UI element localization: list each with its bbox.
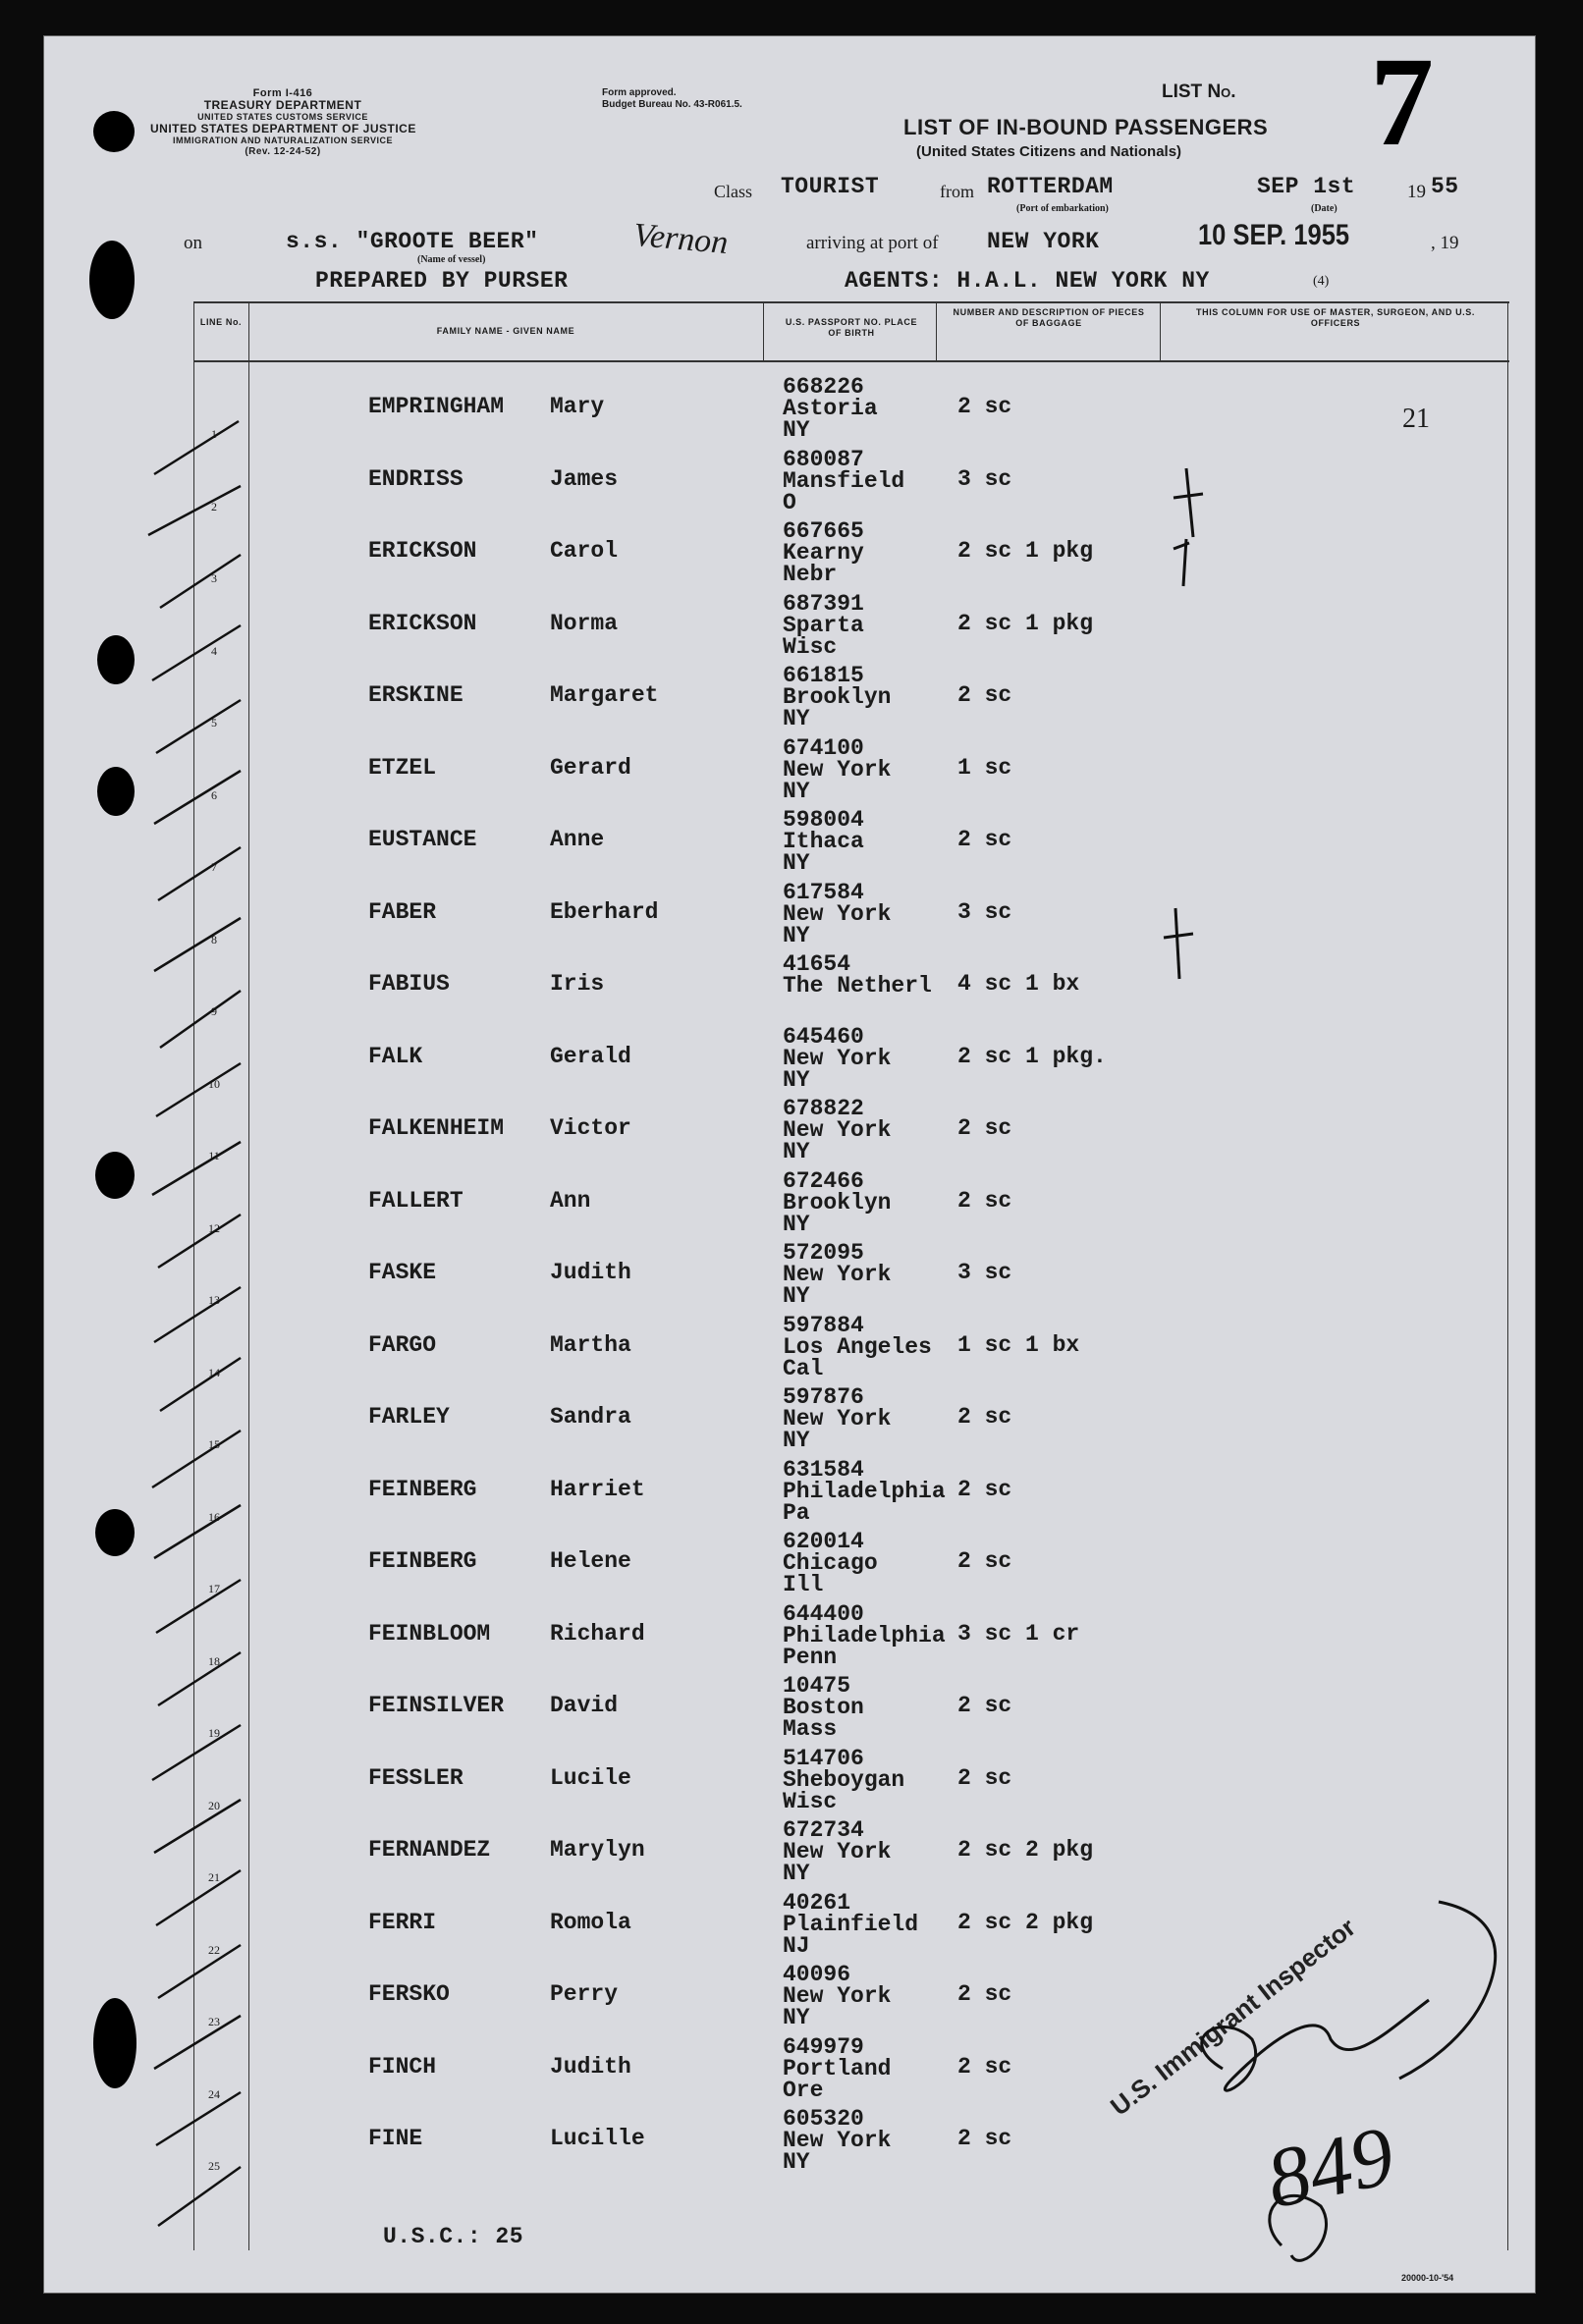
birthplace-line2: NJ xyxy=(783,1932,810,1959)
family-name: ENDRISS xyxy=(368,465,464,492)
birthplace-line2: NY xyxy=(783,1066,810,1093)
baggage: 2 sc xyxy=(957,827,1012,852)
birthplace-line2: NY xyxy=(783,922,810,948)
passport-number: 678822 xyxy=(783,1096,864,1121)
baggage: 2 sc 1 pkg. xyxy=(957,1043,1107,1069)
line-number: 1 xyxy=(211,427,217,441)
birthplace: New York xyxy=(783,1045,892,1071)
given-name: Lucile xyxy=(550,1764,631,1791)
passport-number: 40261 xyxy=(783,1889,851,1916)
birthplace: Portland xyxy=(783,2055,892,2081)
baggage: 2 sc xyxy=(957,2053,1012,2080)
baggage: 3 sc xyxy=(957,898,1012,925)
col-line-header: LINE No. xyxy=(199,317,243,327)
baggage: 2 sc 1 pkg xyxy=(957,610,1094,636)
passport-number: 649979 xyxy=(783,2033,864,2060)
col-name-header: FAMILY NAME - GIVEN NAME xyxy=(436,326,575,336)
passport-number: 672734 xyxy=(783,1817,864,1843)
baggage: 2 sc xyxy=(957,1693,1012,1718)
birthplace-line2: NY xyxy=(783,1861,810,1886)
vessel-name: s.s. "GROOTE BEER" xyxy=(286,229,539,254)
document-subtitle: (United States Citizens and Nationals) xyxy=(916,143,1182,160)
birthplace-line2: Wisc xyxy=(783,633,838,660)
passport-number: 687391 xyxy=(783,590,864,617)
birthplace-line2: Penn xyxy=(783,1644,838,1670)
baggage: 3 sc xyxy=(957,465,1012,492)
on-label: on xyxy=(184,233,202,253)
passport-number: 597884 xyxy=(783,1312,864,1338)
given-name: Perry xyxy=(550,1981,619,2007)
line-number: 14 xyxy=(208,1365,220,1379)
line-number: 15 xyxy=(208,1437,220,1451)
line-number: 3 xyxy=(211,571,217,585)
passport-number: 597876 xyxy=(783,1384,864,1410)
given-name: Harriet xyxy=(550,1476,645,1502)
birthplace: Brooklyn xyxy=(783,684,892,710)
arrival-year: , 19 xyxy=(1431,233,1459,253)
arrival-date-stamp: 10 SEP. 1955 xyxy=(1198,219,1350,251)
binder-hole xyxy=(97,767,135,816)
passport-number: 514706 xyxy=(783,1745,864,1771)
birthplace: Boston xyxy=(783,1695,864,1720)
passport-number: 672466 xyxy=(783,1167,864,1194)
birthplace: New York xyxy=(783,1262,892,1287)
birthplace: Plainfield xyxy=(783,1911,919,1937)
passport-number: 680087 xyxy=(783,446,864,472)
birthplace: New York xyxy=(783,900,892,927)
inspector-signature-scrawl xyxy=(1202,1902,1496,2260)
given-name: Helene xyxy=(550,1548,631,1574)
prepared-by: PREPARED BY PURSER xyxy=(315,268,569,294)
birthplace: New York xyxy=(783,756,892,783)
budget-label: Budget Bureau No. 43-R061.5. xyxy=(602,99,742,110)
given-name: Martha xyxy=(550,1331,631,1358)
binder-hole xyxy=(93,1998,136,2088)
line-number: 8 xyxy=(211,932,217,946)
binder-hole xyxy=(95,1509,135,1556)
birthplace: Ithaca xyxy=(783,829,864,854)
baggage: 2 sc 1 pkg xyxy=(957,538,1094,564)
given-name: Gerald xyxy=(550,1043,631,1069)
revision-label: (Rev. 12-24-52) xyxy=(245,146,321,157)
given-name: Victor xyxy=(550,1115,631,1141)
birthplace: Astoria xyxy=(783,396,878,421)
from-label: from xyxy=(940,182,974,201)
passport-number: 645460 xyxy=(783,1023,864,1050)
line-number: 22 xyxy=(208,1942,220,1957)
family-name: FERSKO xyxy=(368,1981,450,2007)
family-name: FALK xyxy=(368,1043,423,1069)
family-name: FESSLER xyxy=(368,1764,464,1791)
baggage: 3 sc xyxy=(957,1260,1012,1285)
baggage: 4 sc 1 bx xyxy=(957,971,1080,997)
baggage: 2 sc xyxy=(957,394,1012,419)
birthplace: Mansfield xyxy=(783,467,905,494)
given-name: Anne xyxy=(550,827,605,852)
line-number: 6 xyxy=(211,787,217,802)
given-name: David xyxy=(550,1693,619,1718)
family-name: FASKE xyxy=(368,1260,437,1285)
col-officers-header: THIS COLUMN FOR USE OF MASTER, SURGEON, AND U.S. OFFICERS xyxy=(1196,307,1475,328)
given-name: Iris xyxy=(550,971,605,997)
vessel-caption: (Name of vessel) xyxy=(417,254,486,265)
port-caption: (Port of embarkation) xyxy=(1016,203,1109,214)
baggage: 1 sc 1 bx xyxy=(957,1331,1080,1358)
baggage: 2 sc xyxy=(957,1404,1012,1430)
baggage: 2 sc xyxy=(957,1476,1012,1502)
given-name: Richard xyxy=(550,1620,645,1647)
agents: AGENTS: H.A.L. NEW YORK NY xyxy=(845,268,1210,294)
inspector-stamp-number: 849 xyxy=(1258,2107,1402,2227)
given-name: Eberhard xyxy=(550,898,659,925)
birthplace-line2: NY xyxy=(783,1139,810,1164)
baggage: 2 sc xyxy=(957,1187,1012,1214)
line-number: 7 xyxy=(211,860,217,874)
passport-number: 620014 xyxy=(783,1529,864,1554)
birthplace-line2: NY xyxy=(783,2149,810,2175)
given-name: Margaret xyxy=(550,682,659,708)
line-number: 18 xyxy=(208,1653,220,1668)
approved-label: Form approved. xyxy=(602,87,677,98)
baggage: 2 sc xyxy=(957,682,1012,708)
passenger-count-note: 21 xyxy=(1402,404,1430,434)
birthplace-line2: NY xyxy=(783,2005,810,2030)
given-name: Judith xyxy=(550,1260,631,1285)
passport-number: 40096 xyxy=(783,1962,851,1987)
family-name: FALLERT xyxy=(368,1187,464,1214)
given-name: James xyxy=(550,465,619,492)
year-prefix: 19 xyxy=(1407,182,1426,202)
birthplace: New York xyxy=(783,1983,892,2009)
line-number: 17 xyxy=(208,1582,220,1595)
birthplace-line2: NY xyxy=(783,417,810,443)
class-label: Class xyxy=(714,182,753,201)
line-number: 24 xyxy=(208,2086,220,2101)
line-number: 23 xyxy=(208,2015,220,2028)
birthplace: The Netherl xyxy=(783,973,932,999)
birthplace-line2: Wisc xyxy=(783,1788,838,1814)
family-name: FABIUS xyxy=(368,971,450,997)
binder-hole xyxy=(89,241,135,319)
passport-number: 644400 xyxy=(783,1600,864,1627)
baggage: 2 sc xyxy=(957,1548,1012,1574)
col-baggage-header: NUMBER AND DESCRIPTION OF PIECES OF BAGGAGE xyxy=(953,307,1145,328)
baggage: 2 sc xyxy=(957,1764,1012,1791)
passport-number: 41654 xyxy=(783,951,851,977)
family-name: FEINBERG xyxy=(368,1548,477,1574)
date-caption: (Date) xyxy=(1311,203,1337,214)
birthplace-line2: Ore xyxy=(783,2077,824,2103)
line-number: 13 xyxy=(208,1293,220,1307)
passport-number: 617584 xyxy=(783,879,864,905)
birthplace-line2: NY xyxy=(783,778,810,804)
birthplace-line2: Pa xyxy=(783,1499,810,1526)
baggage: 3 sc 1 cr xyxy=(957,1620,1080,1647)
baggage: 2 sc xyxy=(957,1981,1012,2007)
birthplace-line2: O xyxy=(783,489,796,515)
birthplace-line2: Cal xyxy=(783,1355,824,1381)
family-name: FINCH xyxy=(368,2053,437,2080)
birthplace-line2: NY xyxy=(783,1428,810,1453)
baggage: 2 sc xyxy=(957,1115,1012,1141)
family-name: ERSKINE xyxy=(368,682,464,708)
check-marks xyxy=(44,36,1535,2293)
date-value: SEP 1st xyxy=(1257,174,1356,199)
line-number: 2 xyxy=(211,499,217,513)
birthplace: Sheboygan xyxy=(783,1766,905,1793)
line-number: 4 xyxy=(211,643,217,658)
given-name: Judith xyxy=(550,2053,631,2080)
given-name: Marylyn xyxy=(550,1837,645,1863)
arrival-port: NEW YORK xyxy=(987,229,1100,254)
col-passport-header: U.S. PASSPORT NO. PLACE OF BIRTH xyxy=(785,317,918,338)
family-name: FEINBERG xyxy=(368,1476,477,1502)
given-name: Lucille xyxy=(550,2126,645,2151)
birthplace: Philadelphia xyxy=(783,1622,946,1648)
family-name: ERICKSON xyxy=(368,610,477,636)
binder-hole xyxy=(95,1152,135,1199)
passport-number: 598004 xyxy=(783,807,864,833)
line-number: 5 xyxy=(211,716,217,730)
usc-total: U.S.C.: 25 xyxy=(383,2224,524,2249)
birthplace-line2: NY xyxy=(783,850,810,876)
birthplace: New York xyxy=(783,1117,892,1143)
binder-hole xyxy=(93,111,135,152)
passport-number: 667665 xyxy=(783,518,864,544)
passport-number: 605320 xyxy=(783,2106,864,2132)
birthplace-line2: Ill xyxy=(783,1572,824,1597)
family-name: ETZEL xyxy=(368,754,437,781)
birthplace-line2: NY xyxy=(783,1211,810,1237)
arriving-label: arriving at port of xyxy=(806,233,939,253)
inspector-stamp: U.S. Immigrant Inspector xyxy=(1105,1912,1361,2122)
baggage: 2 sc 2 pkg xyxy=(957,1909,1094,1935)
footer-code: 20000-10-'54 xyxy=(1401,2273,1454,2283)
birthplace: New York xyxy=(783,1839,892,1865)
line-number: 20 xyxy=(208,1798,220,1812)
document-title: LIST OF IN-BOUND PASSENGERS xyxy=(903,115,1269,139)
birthplace-line2: Nebr xyxy=(783,562,838,587)
passport-number: 668226 xyxy=(783,374,864,400)
officer-marks xyxy=(1164,468,1203,979)
line-number: 12 xyxy=(208,1220,220,1235)
given-name: Gerard xyxy=(550,754,631,781)
purser-signature: Vernon xyxy=(631,216,730,262)
birthplace-line2: NY xyxy=(783,1283,810,1309)
birthplace: New York xyxy=(783,1406,892,1432)
line-number: 25 xyxy=(208,2159,220,2173)
line-tick-marks xyxy=(148,421,241,2226)
customs-label: UNITED STATES CUSTOMS SERVICE xyxy=(197,112,368,122)
birthplace: Chicago xyxy=(783,1550,878,1576)
line-number: 11 xyxy=(208,1149,220,1162)
year-value: 55 xyxy=(1431,174,1459,199)
passport-number: 674100 xyxy=(783,734,864,761)
class-value: TOURIST xyxy=(781,174,880,199)
family-name: FABER xyxy=(368,898,437,925)
baggage: 2 sc 2 pkg xyxy=(957,1837,1094,1863)
list-no-label: LIST No. xyxy=(1162,81,1236,102)
line-number: 21 xyxy=(208,1870,220,1884)
birthplace: New York xyxy=(783,2128,892,2153)
birthplace: Philadelphia xyxy=(783,1478,946,1504)
manifest-page xyxy=(43,31,1536,2294)
given-name: Sandra xyxy=(550,1404,631,1430)
line-number: 16 xyxy=(208,1509,220,1524)
agents-note: (4) xyxy=(1313,274,1330,289)
form-number: Form I-416 xyxy=(252,87,313,99)
birthplace: Sparta xyxy=(783,612,864,638)
line-number: 10 xyxy=(208,1076,220,1091)
birthplace-line2: NY xyxy=(783,706,810,731)
passport-number: 572095 xyxy=(783,1240,864,1266)
from-value: ROTTERDAM xyxy=(987,174,1114,199)
family-name: FINE xyxy=(368,2126,423,2151)
birthplace: Brooklyn xyxy=(783,1189,892,1216)
family-name: FARLEY xyxy=(368,1404,450,1430)
given-name: Mary xyxy=(550,394,605,419)
family-name: ERICKSON xyxy=(368,538,477,564)
binder-hole xyxy=(97,635,135,684)
given-name: Ann xyxy=(550,1187,591,1214)
family-name: EUSTANCE xyxy=(368,827,477,852)
family-name: FERNANDEZ xyxy=(368,1837,491,1863)
baggage: 2 sc xyxy=(957,2126,1012,2151)
list-number: 7 xyxy=(1370,31,1434,173)
family-name: FARGO xyxy=(368,1331,437,1358)
birthplace: Los Angeles xyxy=(783,1333,932,1360)
passport-number: 661815 xyxy=(783,663,864,688)
family-name: FERRI xyxy=(368,1909,437,1935)
birthplace: Kearny xyxy=(783,540,864,566)
family-name: FEINBLOOM xyxy=(368,1620,491,1647)
passport-number: 10475 xyxy=(783,1673,851,1699)
ins-label: IMMIGRATION AND NATURALIZATION SERVICE xyxy=(173,135,393,145)
passport-number: 631584 xyxy=(783,1456,864,1483)
family-name: FEINSILVER xyxy=(368,1693,505,1718)
family-name: EMPRINGHAM xyxy=(368,394,505,419)
family-name: FALKENHEIM xyxy=(368,1115,505,1141)
baggage: 1 sc xyxy=(957,754,1012,781)
given-name: Norma xyxy=(550,610,619,636)
line-number: 19 xyxy=(208,1726,220,1740)
birthplace-line2: Mass xyxy=(783,1716,838,1742)
justice-label: UNITED STATES DEPARTMENT OF JUSTICE xyxy=(150,122,416,135)
given-name: Romola xyxy=(550,1909,631,1935)
given-name: Carol xyxy=(550,538,619,564)
treasury-label: TREASURY DEPARTMENT xyxy=(203,98,362,112)
line-number: 9 xyxy=(211,1004,217,1018)
